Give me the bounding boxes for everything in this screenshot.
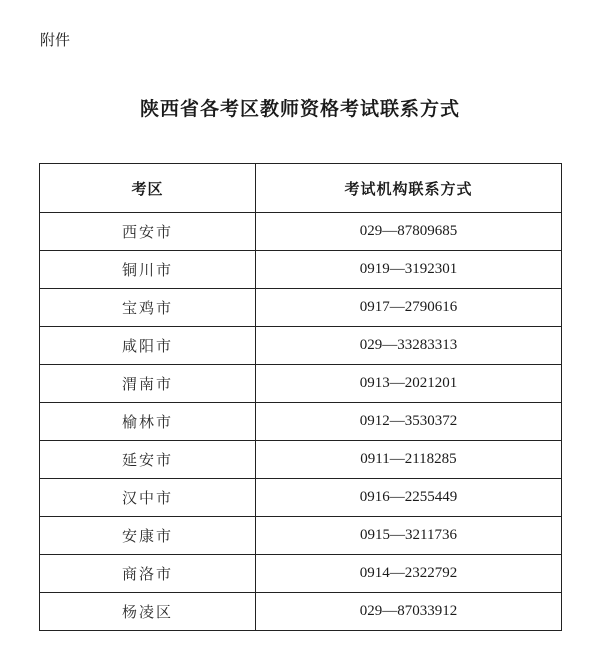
table-row: [40, 555, 562, 593]
region-cell: 宝鸡市: [40, 289, 256, 327]
phone-cell: 0916—2255449: [256, 479, 562, 517]
table-row: [40, 593, 562, 631]
phone-cell: 0912—3530372: [256, 403, 562, 441]
phone-cell: 0919—3192301: [256, 251, 562, 289]
region-cell: 安康市: [40, 517, 256, 555]
page-title: 陕西省各考区教师资格考试联系方式: [139, 98, 460, 120]
table-row: [40, 441, 562, 479]
contacts-table: [39, 163, 562, 631]
region-cell: 汉中市: [40, 479, 256, 517]
phone-cell: 029—33283313: [256, 327, 562, 365]
region-cell: 榆林市: [40, 403, 256, 441]
table-row: [40, 251, 562, 289]
table-row: [40, 403, 562, 441]
region-cell: 渭南市: [40, 365, 256, 403]
table-row: [40, 289, 562, 327]
phone-cell: 0914—2322792: [256, 555, 562, 593]
region-cell: 延安市: [40, 441, 256, 479]
region-cell: 杨凌区: [40, 593, 256, 631]
table-row: [40, 479, 562, 517]
phone-cell: 0911—2118285: [256, 441, 562, 479]
table-row: [40, 365, 562, 403]
table-row: [40, 517, 562, 555]
phone-cell: 0915—3211736: [256, 517, 562, 555]
table-header-row: [40, 164, 562, 213]
column-header-contact: 考试机构联系方式: [256, 164, 562, 213]
column-header-region: 考区: [40, 164, 256, 213]
region-cell: 铜川市: [40, 251, 256, 289]
region-cell: 西安市: [40, 213, 256, 251]
phone-cell: 0917—2790616: [256, 289, 562, 327]
region-cell: 咸阳市: [40, 327, 256, 365]
attachment-label: 附件: [40, 31, 71, 49]
phone-cell: 029—87033912: [256, 593, 562, 631]
phone-cell: 029—87809685: [256, 213, 562, 251]
phone-cell: 0913—2021201: [256, 365, 562, 403]
table-row: [40, 327, 562, 365]
table-row: [40, 213, 562, 251]
region-cell: 商洛市: [40, 555, 256, 593]
